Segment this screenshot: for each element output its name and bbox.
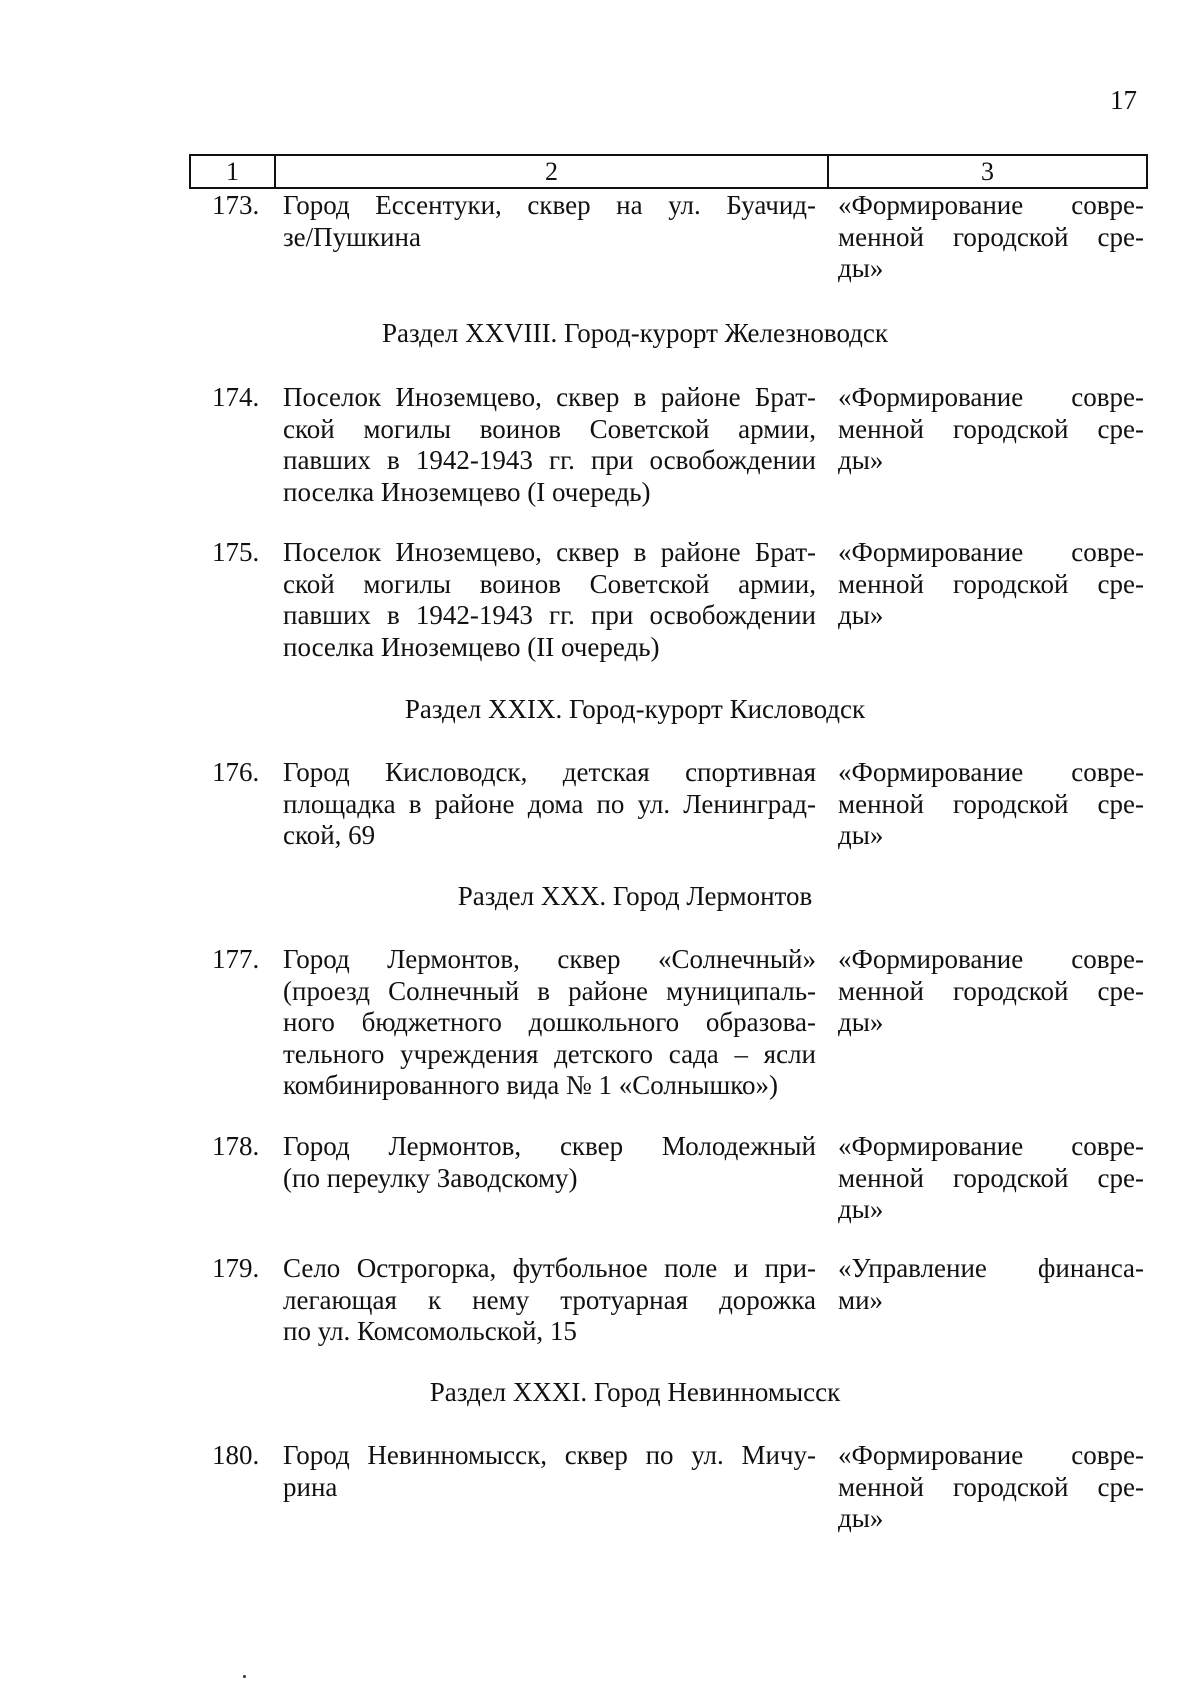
row-description	[283, 382, 816, 508]
column-header-row	[189, 154, 1148, 189]
program-line: ми»	[838, 1284, 884, 1315]
program-line: ды»	[838, 1503, 884, 1533]
row-program	[838, 190, 1144, 285]
program-line: менной городской сре-	[838, 788, 1144, 819]
row-program	[838, 1253, 1144, 1316]
row-description	[283, 1253, 816, 1348]
description-line: Село Острогорка, футбольное поле и при-	[283, 1253, 816, 1283]
description-line: ской могилы воинов Советской армии,	[283, 413, 816, 444]
description-line: ного бюджетного дошкольного образова-	[283, 1007, 816, 1037]
description-line: Город Кисловодск, детская спортивная	[283, 757, 816, 787]
row-program	[838, 757, 1144, 852]
program-line: ды»	[838, 1194, 884, 1224]
description-line: Город Ессентуки, сквер на ул. Буачид-	[283, 190, 816, 220]
column-header-1: 1	[191, 156, 276, 187]
description-line: (проезд Солнечный в районе муниципаль-	[283, 975, 816, 1006]
description-line: павших в 1942-1943 гг. при освобождении	[283, 445, 816, 475]
program-line: менной городской сре-	[838, 1162, 1144, 1193]
program-line: «Управление финанса-	[838, 1253, 1144, 1283]
row-description	[283, 757, 816, 852]
description-line: ской могилы воинов Советской армии,	[283, 568, 816, 599]
program-line: ды»	[838, 445, 884, 475]
row-number: 178.	[212, 1131, 260, 1161]
program-line: «Формирование совре-	[838, 1131, 1144, 1161]
description-line: зе/Пушкина	[283, 221, 421, 252]
section-heading: Раздел XXIX. Город-курорт Кисловодск	[404, 694, 866, 724]
program-line: ды»	[838, 600, 884, 630]
row-description	[283, 1440, 816, 1503]
row-number: 175.	[212, 537, 260, 567]
program-line: менной городской сре-	[838, 975, 1144, 1006]
row-program	[838, 1131, 1144, 1226]
program-line: «Формирование совре-	[838, 190, 1144, 220]
row-number: 174.	[212, 382, 260, 412]
description-line: Город Лермонтов, сквер «Солнечный»	[283, 944, 816, 974]
program-line: ды»	[838, 820, 884, 850]
row-number: 173.	[212, 190, 260, 220]
section-heading: Раздел XXVIII. Город-курорт Железноводск	[381, 318, 889, 348]
description-line: поселка Иноземцево (I очередь)	[283, 476, 651, 507]
row-description	[283, 1131, 816, 1194]
program-line: ды»	[838, 1007, 884, 1037]
row-program	[838, 537, 1144, 632]
page-number: 17	[1110, 85, 1137, 115]
description-line: ской, 69	[283, 820, 376, 850]
description-line: легающая к нему тротуарная дорожка	[283, 1284, 816, 1315]
program-line: менной городской сре-	[838, 413, 1144, 444]
program-line: ды»	[838, 253, 884, 283]
description-line: комбинированного вида № 1 «Солнышко»)	[283, 1070, 779, 1100]
row-description	[283, 944, 816, 1102]
row-number: 179.	[212, 1253, 260, 1283]
description-line: тельного учреждения детского сада – ясли	[283, 1038, 816, 1069]
row-program	[838, 382, 1144, 477]
description-line: поселка Иноземцево (II очередь)	[283, 631, 660, 662]
scan-speck	[243, 1675, 246, 1678]
program-line: «Формирование совре-	[838, 944, 1144, 974]
column-header-3: 3	[981, 156, 994, 186]
column-header-2: 2	[276, 156, 829, 187]
program-line: менной городской сре-	[838, 1471, 1144, 1502]
row-program	[838, 1440, 1144, 1535]
row-number: 176.	[212, 757, 260, 787]
program-line: «Формирование совре-	[838, 537, 1144, 567]
description-line: Поселок Иноземцево, сквер в районе Брат-	[283, 382, 816, 412]
description-line: по ул. Комсомольской, 15	[283, 1316, 577, 1346]
program-line: «Формирование совре-	[838, 382, 1144, 412]
section-heading: Раздел XXX. Город Лермонтов	[457, 881, 813, 911]
description-line: Город Лермонтов, сквер Молодежный	[283, 1131, 816, 1161]
program-line: «Формирование совре-	[838, 1440, 1144, 1470]
program-line: менной городской сре-	[838, 568, 1144, 599]
section-heading: Раздел XXXI. Город Невинномысск	[429, 1377, 841, 1407]
row-program	[838, 944, 1144, 1039]
row-description	[283, 190, 816, 253]
program-line: менной городской сре-	[838, 221, 1144, 252]
row-number: 177.	[212, 944, 260, 974]
row-number: 180.	[212, 1440, 260, 1470]
description-line: Поселок Иноземцево, сквер в районе Брат-	[283, 537, 816, 567]
description-line: площадка в районе дома по ул. Ленинград-	[283, 788, 816, 819]
description-line: Город Невинномысск, сквер по ул. Мичу-	[283, 1440, 816, 1470]
description-line: рина	[283, 1471, 338, 1502]
program-line: «Формирование совре-	[838, 757, 1144, 787]
description-line: (по переулку Заводскому)	[283, 1162, 578, 1193]
description-line: павших в 1942-1943 гг. при освобождении	[283, 600, 816, 630]
row-description	[283, 537, 816, 663]
